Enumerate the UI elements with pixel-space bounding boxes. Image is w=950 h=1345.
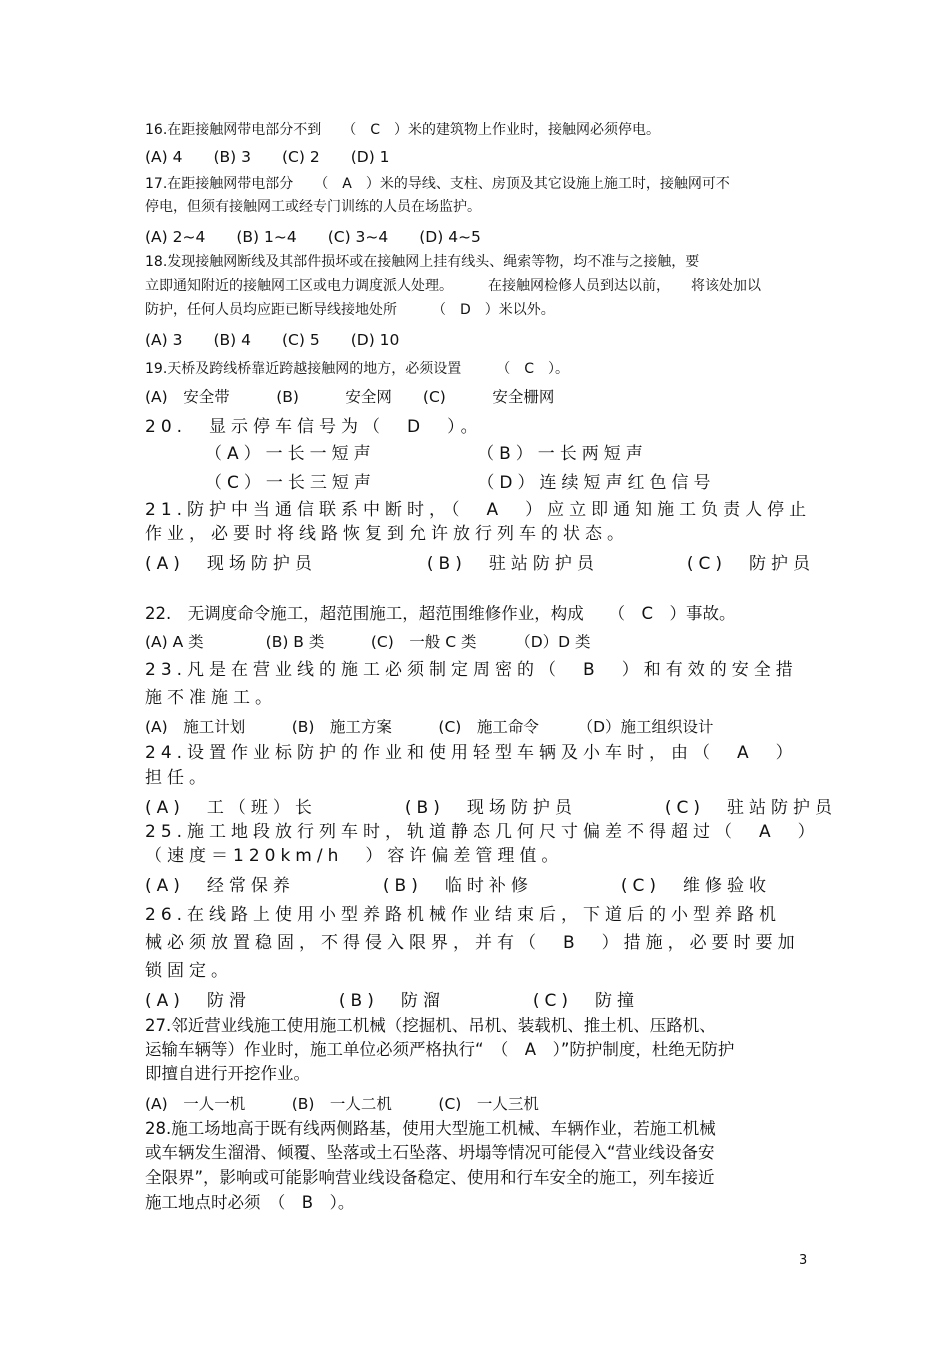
q28-text-4: 施工地点时必须 （ B ）。 xyxy=(145,1193,355,1212)
q28-text-2: 或车辆发生溜滑、倾覆、坠落或土石坠落、坍塌等情况可能侵入“营业线设备安 xyxy=(145,1143,715,1162)
q19-text: 19.天桥及跨线桥靠近跨越接触网的地方，必须设置 （ C ）。 xyxy=(145,361,570,377)
q23-text-1: 23.凡是在营业线的施工必须制定周密的（ B ）和有效的安全措 xyxy=(145,660,798,680)
q18-text-2: 立即通知附近的接触网工区或电力调度派人处理。 在接触网检修人员到达以前， 将该处加以 xyxy=(145,278,761,294)
q16-text: 16.在距接触网带电部分不到 （ C ）米的建筑物上作业时，接触网必须停电。 xyxy=(145,122,661,138)
q17-text-2: 停电，但须有接触网工或经专门训练的人员在场监护。 xyxy=(145,199,481,215)
q27-text-1: 27.邻近营业线施工使用施工机械（挖掘机、吊机、装载机、推土机、压路机、 xyxy=(145,1016,716,1035)
q18-options: (A) 3 (B) 4 (C) 5 (D) 10 xyxy=(145,331,400,349)
q28-text-1: 28.施工场地高于既有线两侧路基，使用大型施工机械、车辆作业，若施工机械 xyxy=(145,1119,716,1138)
q26-text-1: 26.在线路上使用小型养路机械作业结束后，下道后的小型养路机 xyxy=(145,905,782,925)
q25-options: (A) 经常保养 (B) 临时补修 (C) 维修验收 xyxy=(145,876,771,896)
q27-text-2: 运输车辆等）作业时，施工单位必须严格执行“ （ A ）”防护制度，杜绝无防护 xyxy=(145,1040,735,1059)
q27-options: (A) 一人一机 (B) 一人二机 (C) 一人三机 xyxy=(145,1095,539,1113)
q26-text-2: 械必须放置稳固，不得侵入限界，并有（ B ）措施，必要时要加 xyxy=(145,933,800,953)
q20-text: 20. 显示停车信号为（ D ）。 xyxy=(145,417,483,437)
q22-options: (A) A 类 (B) B 类 (C) 一般 C 类 （D）D 类 xyxy=(145,633,591,651)
q25-text-1: 25.施工地段放行列车时，轨道静态几何尺寸偏差不得超过（ A ） xyxy=(145,822,820,842)
q21-text-1: 21.防护中当通信联系中断时，（ A ）应立即通知施工负责人停止 xyxy=(145,500,812,520)
q27-text-3: 即擅自进行开挖作业。 xyxy=(145,1064,310,1083)
q19-options: (A) 安全带 (B) 安全网 (C) 安全栅网 xyxy=(145,388,555,406)
q24-text-1: 24.设置作业标防护的作业和使用轻型车辆及小车时，由（ A ） xyxy=(145,743,798,763)
q20-options-1: （A）一长一短声 （B）一长两短声 xyxy=(205,444,648,464)
q26-options: (A) 防滑 (B) 防溜 (C) 防撞 xyxy=(145,991,639,1011)
q21-options: (A) 现场防护员 (B) 驻站防护员 (C) 防护员 xyxy=(145,554,815,574)
q20-options-2: （C）一长三短声 （D）连续短声红色信号 xyxy=(205,473,716,493)
q23-options: (A) 施工计划 (B) 施工方案 (C) 施工命令 （D）施工组织设计 xyxy=(145,718,714,736)
q26-text-3: 锁固定。 xyxy=(145,961,233,981)
q17-text-1: 17.在距接触网带电部分 （ A ）米的导线、支柱、房顶及其它设施上施工时，接触网可不 xyxy=(145,176,730,192)
q16-options: (A) 4 (B) 3 (C) 2 (D) 1 xyxy=(145,148,390,166)
q22-text: 22. 无调度命令施工，超范围施工，超范围维修作业，构成 （ C ）事故。 xyxy=(145,604,736,623)
q21-text-2: 作业，必要时将线路恢复到允许放行列车的状态。 xyxy=(145,524,629,544)
page-number: 3 xyxy=(799,1253,808,1268)
q28-text-3: 全限界”，影响或可能影响营业线设备稳定、使用和行车安全的施工，列车接近 xyxy=(145,1168,715,1187)
q18-text-1: 18.发现接触网断线及其部件损坏或在接触网上挂有线头、绳索等物，均不准与之接触，要 xyxy=(145,254,700,270)
q23-text-2: 施不准施工。 xyxy=(145,688,277,708)
q24-text-2: 担任。 xyxy=(145,768,211,788)
q17-options: (A) 2~4 (B) 1~4 (C) 3~4 (D) 4~5 xyxy=(145,228,481,246)
q24-options: (A) 工（班）长 (B) 现场防护员 (C) 驻站防护员 xyxy=(145,798,837,818)
q18-text-3: 防护，任何人员均应距已断导线接地处所 （ D ）米以外。 xyxy=(145,302,555,318)
q25-text-2: （速度＝120km/h ）容许偏差管理值。 xyxy=(145,846,564,866)
